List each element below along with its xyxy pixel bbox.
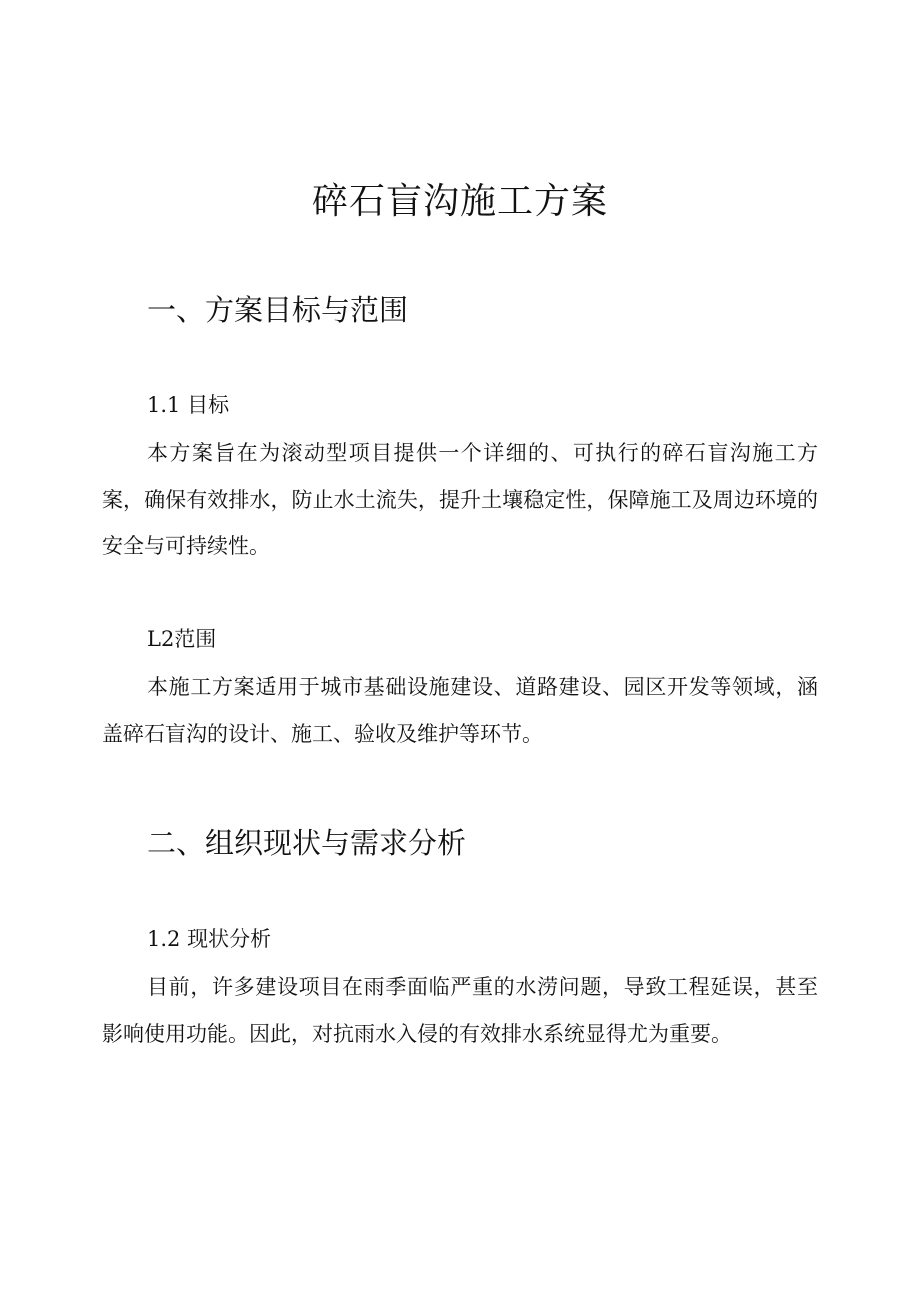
subsection-heading-goal: 1.1 目标 bbox=[147, 393, 230, 417]
document-title: 碎石盲沟施工方案 bbox=[311, 181, 608, 222]
subsection-heading-status: 1.2 现状分析 bbox=[147, 927, 272, 951]
paragraph-status: 目前，许多建设项目在雨季面临严重的水涝问题，导致工程延误，甚至影响使用功能。因此，对抗雨水入侵的有效排水系统显得尤为重要。 bbox=[102, 975, 818, 1046]
section-heading-status-analysis: 二、组织现状与需求分析 bbox=[147, 826, 467, 860]
paragraph-goal: 本方案旨在为滚动型项目提供一个详细的、可执行的碎石盲沟施工方案，确保有效排水，防止水土流失，提升土壤稳定性，保障施工及周边环境的安全与可持续性。 bbox=[102, 441, 818, 559]
section-heading-goals-scope: 一、方案目标与范围 bbox=[147, 293, 409, 327]
paragraph-scope: 本施工方案适用于城市基础设施建设、道路建设、园区开发等领域，涵盖碎石盲沟的设计、施工、验收及维护等环节。 bbox=[102, 675, 818, 746]
subsection-heading-scope: L2范围 bbox=[147, 627, 217, 651]
